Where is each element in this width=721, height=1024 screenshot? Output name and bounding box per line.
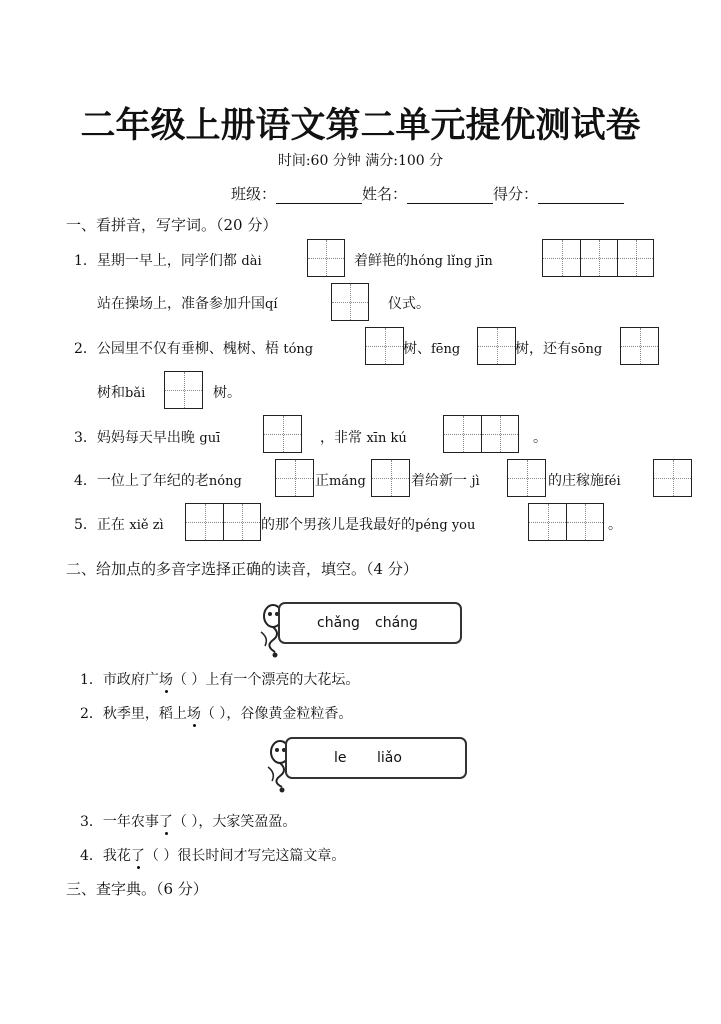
q1-5-mid: 的那个男孩儿是我最好的péng you bbox=[261, 517, 476, 533]
q1-1-mid: 着鲜艳的hóng lǐng jīn bbox=[354, 253, 493, 269]
exam-meta: 时间:60 分钟 满分:100 分 bbox=[277, 153, 444, 169]
answer-box-bai[interactable] bbox=[164, 371, 203, 409]
answer-box-gui[interactable] bbox=[263, 415, 302, 453]
q1-1-end: 仪式。 bbox=[388, 296, 430, 312]
option-le: le bbox=[334, 750, 347, 766]
score-blank bbox=[538, 189, 624, 204]
q1-2-mid2: 树，还有sōng bbox=[515, 341, 603, 357]
section3-heading: 三、查字典。（6 分） bbox=[66, 880, 208, 898]
answer-box-nong[interactable] bbox=[275, 459, 314, 497]
section1-heading: 一、看拼音，写字词。（20 分） bbox=[66, 216, 278, 234]
q1-2-line2: 树和bǎi bbox=[97, 385, 146, 401]
answer-box-fei[interactable] bbox=[653, 459, 692, 497]
pinyin-option-banner-1 bbox=[278, 602, 462, 644]
class-blank bbox=[276, 189, 362, 204]
q1-4-line: 4．一位上了年纪的老nóng bbox=[74, 473, 242, 489]
option-chang3: chǎng bbox=[317, 615, 360, 631]
q1-5-end: 。 bbox=[608, 517, 622, 533]
q1-2-mid: 树、fēng bbox=[403, 341, 461, 357]
answer-box-tong[interactable] bbox=[365, 327, 404, 365]
answer-box-mang[interactable] bbox=[371, 459, 410, 497]
class-label: 班级： bbox=[231, 185, 277, 203]
option-chang2: cháng bbox=[375, 615, 418, 631]
q1-4-mid: 正máng bbox=[315, 473, 366, 489]
answer-box-song[interactable] bbox=[620, 327, 659, 365]
name-blank bbox=[407, 189, 493, 204]
q1-2-line1: 2．公园里不仅有垂柳、槐树、梧 tóng bbox=[74, 341, 314, 357]
answer-box-qi[interactable] bbox=[331, 283, 369, 321]
pinyin-option-banner-2 bbox=[285, 737, 467, 779]
answer-box-xiezi[interactable] bbox=[185, 503, 261, 541]
answer-box-xinku[interactable] bbox=[443, 415, 519, 453]
q2-3-line: 3．一年农事了（ ），大家笑盈盈。 bbox=[80, 814, 297, 830]
score-label: 得分： bbox=[493, 185, 539, 203]
q2-4-line: 4．我花了（ ）很长时间才写完这篇文章。 bbox=[80, 848, 346, 864]
answer-box-ji[interactable] bbox=[507, 459, 546, 497]
answer-box-feng[interactable] bbox=[477, 327, 516, 365]
answer-box-pengyou[interactable] bbox=[528, 503, 604, 541]
answer-box-honglingjin[interactable] bbox=[542, 239, 654, 277]
q1-5-line: 5．正在 xiě zì bbox=[74, 517, 164, 533]
answer-box-dai[interactable] bbox=[307, 239, 345, 277]
q1-3-end: 。 bbox=[533, 430, 547, 446]
q2-1-line: 1．市政府广场（ ）上有一个漂亮的大花坛。 bbox=[80, 672, 360, 688]
section2-heading: 二、给加点的多音字选择正确的读音，填空。（4 分） bbox=[66, 560, 418, 578]
student-info bbox=[231, 183, 624, 204]
q1-2-end: 树。 bbox=[213, 385, 241, 401]
q1-4-mid3: 的庄稼施féi bbox=[548, 473, 621, 489]
q1-3-mid: ，非常 xīn kú bbox=[320, 430, 407, 446]
name-label: 姓名： bbox=[362, 185, 408, 203]
q1-4-mid2: 着给新一 jì bbox=[411, 473, 480, 489]
q1-1-line1: 1．星期一早上，同学们都 dài bbox=[74, 253, 262, 269]
q2-2-line: 2．秋季里，稻上场（ ），谷像黄金粒粒香。 bbox=[80, 706, 353, 722]
option-liao: liǎo bbox=[377, 750, 402, 766]
q1-3-line: 3．妈妈每天早出晚 guī bbox=[74, 430, 221, 446]
q1-1-line2: 站在操场上，准备参加升国qí bbox=[97, 296, 278, 312]
page-title: 二年级上册语文第二单元提优测试卷 bbox=[80, 105, 641, 146]
